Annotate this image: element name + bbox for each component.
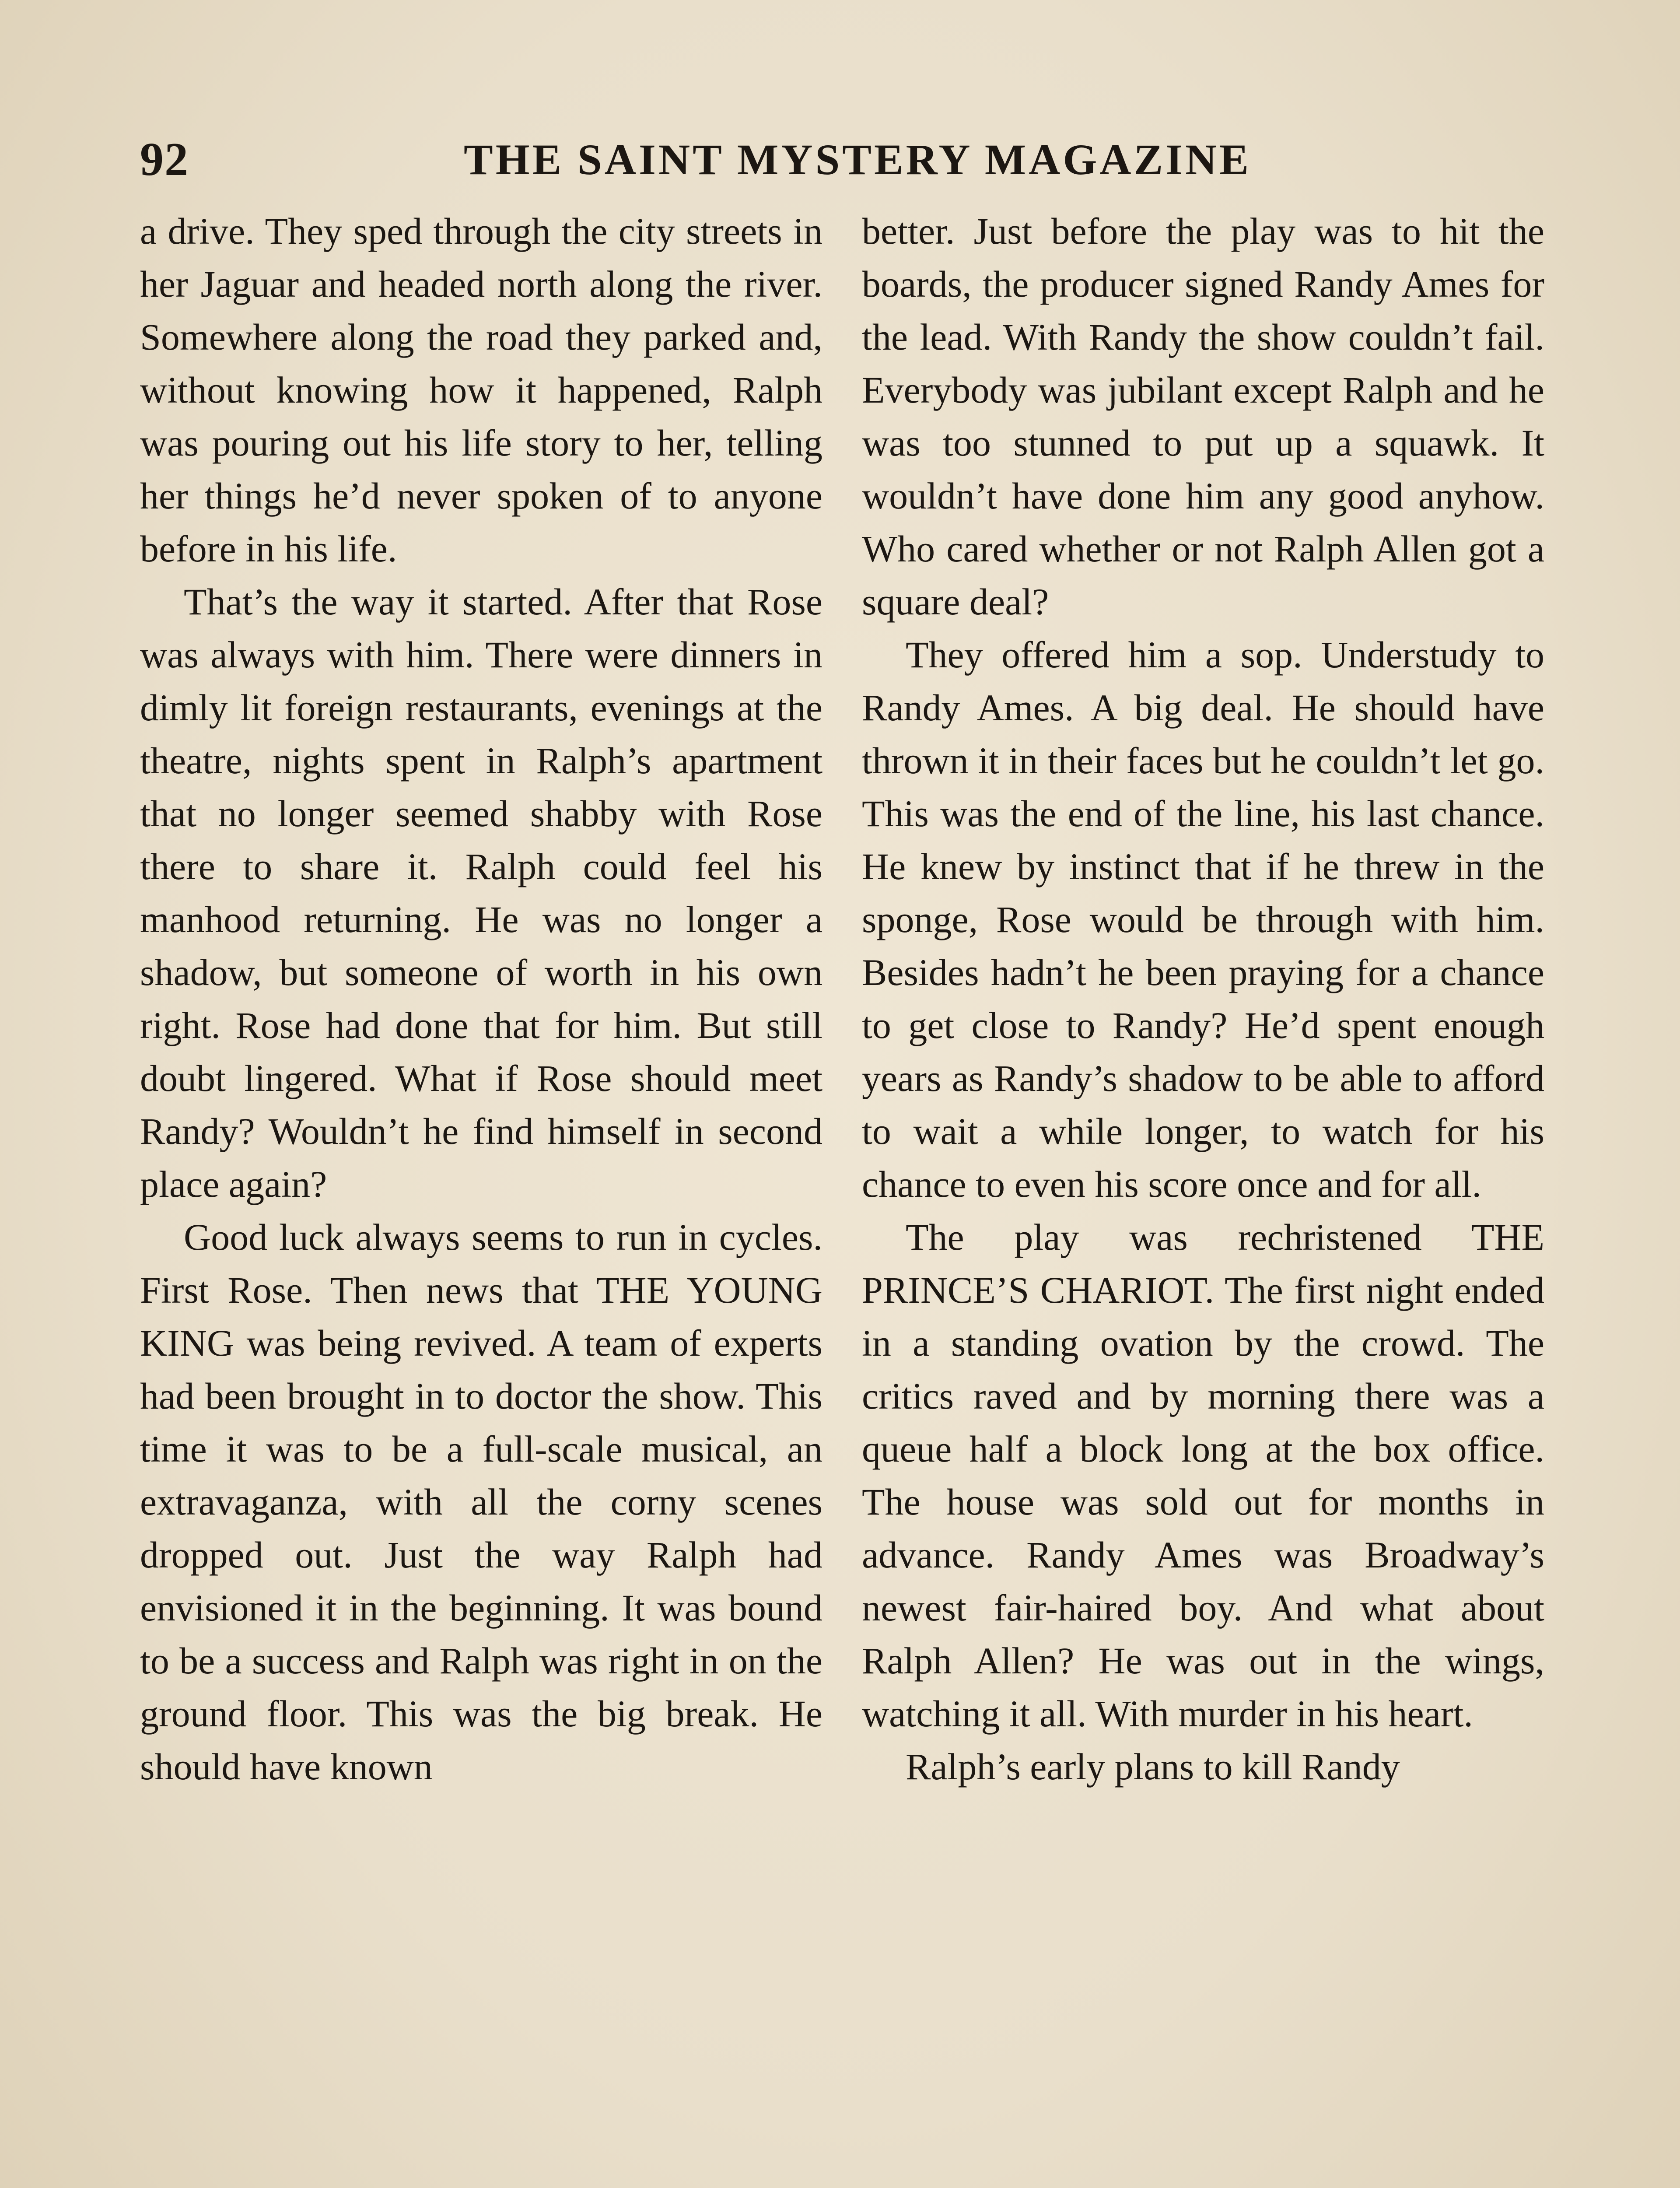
right-column: [862, 205, 1544, 1793]
paragraph: Good luck always seems to run in cycles. First Rose. Then news that THE YOUNG KING was being revived. A team of experts had been brought in to doctor the show. This time it was to be a full-scale musical, an extravaganza, with all the corny scenes dropped out. Just the way Ralph had envisioned it in the beginning. It was bound to be a success and Ralph was right in on the ground floor. This was the big break. He should have known: [140, 1216, 822, 1788]
paragraph: That’s the way it started. After that Rose was always with him. There were dinners in dimly lit foreign restaurants, evenings at the theatre, nights spent in Ralph’s apartment that no longer seemed shabby with Rose there to share it. Ralph could feel his manhood returning. He was no longer a shadow, but someone of worth in his own right. Rose had done that for him. But still doubt lingered. What if Rose should meet Randy? Wouldn’t he find himself in second place again?: [140, 581, 822, 1205]
page-number: 92: [140, 133, 189, 186]
paragraph: They offered him a sop. Understudy to Randy Ames. A big deal. He should have thrown it in their faces but he couldn’t let go. This was the end of the line, his last chance. He knew by instinct that if he threw in the sponge, Rose would be through with him. Besides hadn’t he been praying for a chance to get close to Randy? He’d spent enough years as Randy’s shadow to be able to afford to wait a while longer, to watch for his chance to even his score once and for all.: [862, 634, 1544, 1205]
paragraph: a drive. They sped through the city streets in her Jaguar and headed north along the river. Somewhere along the road they parked and, without knowing how it happened, Ralph was pouring out his life story to her, telling her things he’d never spoken of to anyone before in his life.: [140, 210, 822, 570]
paragraph: The play was rechristened THE PRINCE’S CHARIOT. The first night ended in a standing ovation by the crowd. The critics raved and by morning there was a queue half a block long at the box office. The house was sold out for months in advance. Randy Ames was Broadway’s newest fair-haired boy. And what about Ralph Allen? He was out in the wings, watching it all. With murder in his heart.: [862, 1216, 1544, 1735]
page-header: [140, 127, 1540, 193]
running-title: THE SAINT MYSTERY MAGAZINE: [464, 135, 1251, 184]
paragraph: better. Just before the play was to hit the boards, the producer signed Randy Ames for the lead. With Randy the show couldn’t fail. Everybody was jubilant except Ralph and he was too stunned to put up a squawk. It wouldn’t have done him any good anyhow. Who cared whether or not Ralph Allen got a square deal?: [862, 210, 1544, 623]
paragraph: Ralph’s early plans to kill Randy: [906, 1746, 1400, 1788]
left-column: [140, 205, 822, 1793]
